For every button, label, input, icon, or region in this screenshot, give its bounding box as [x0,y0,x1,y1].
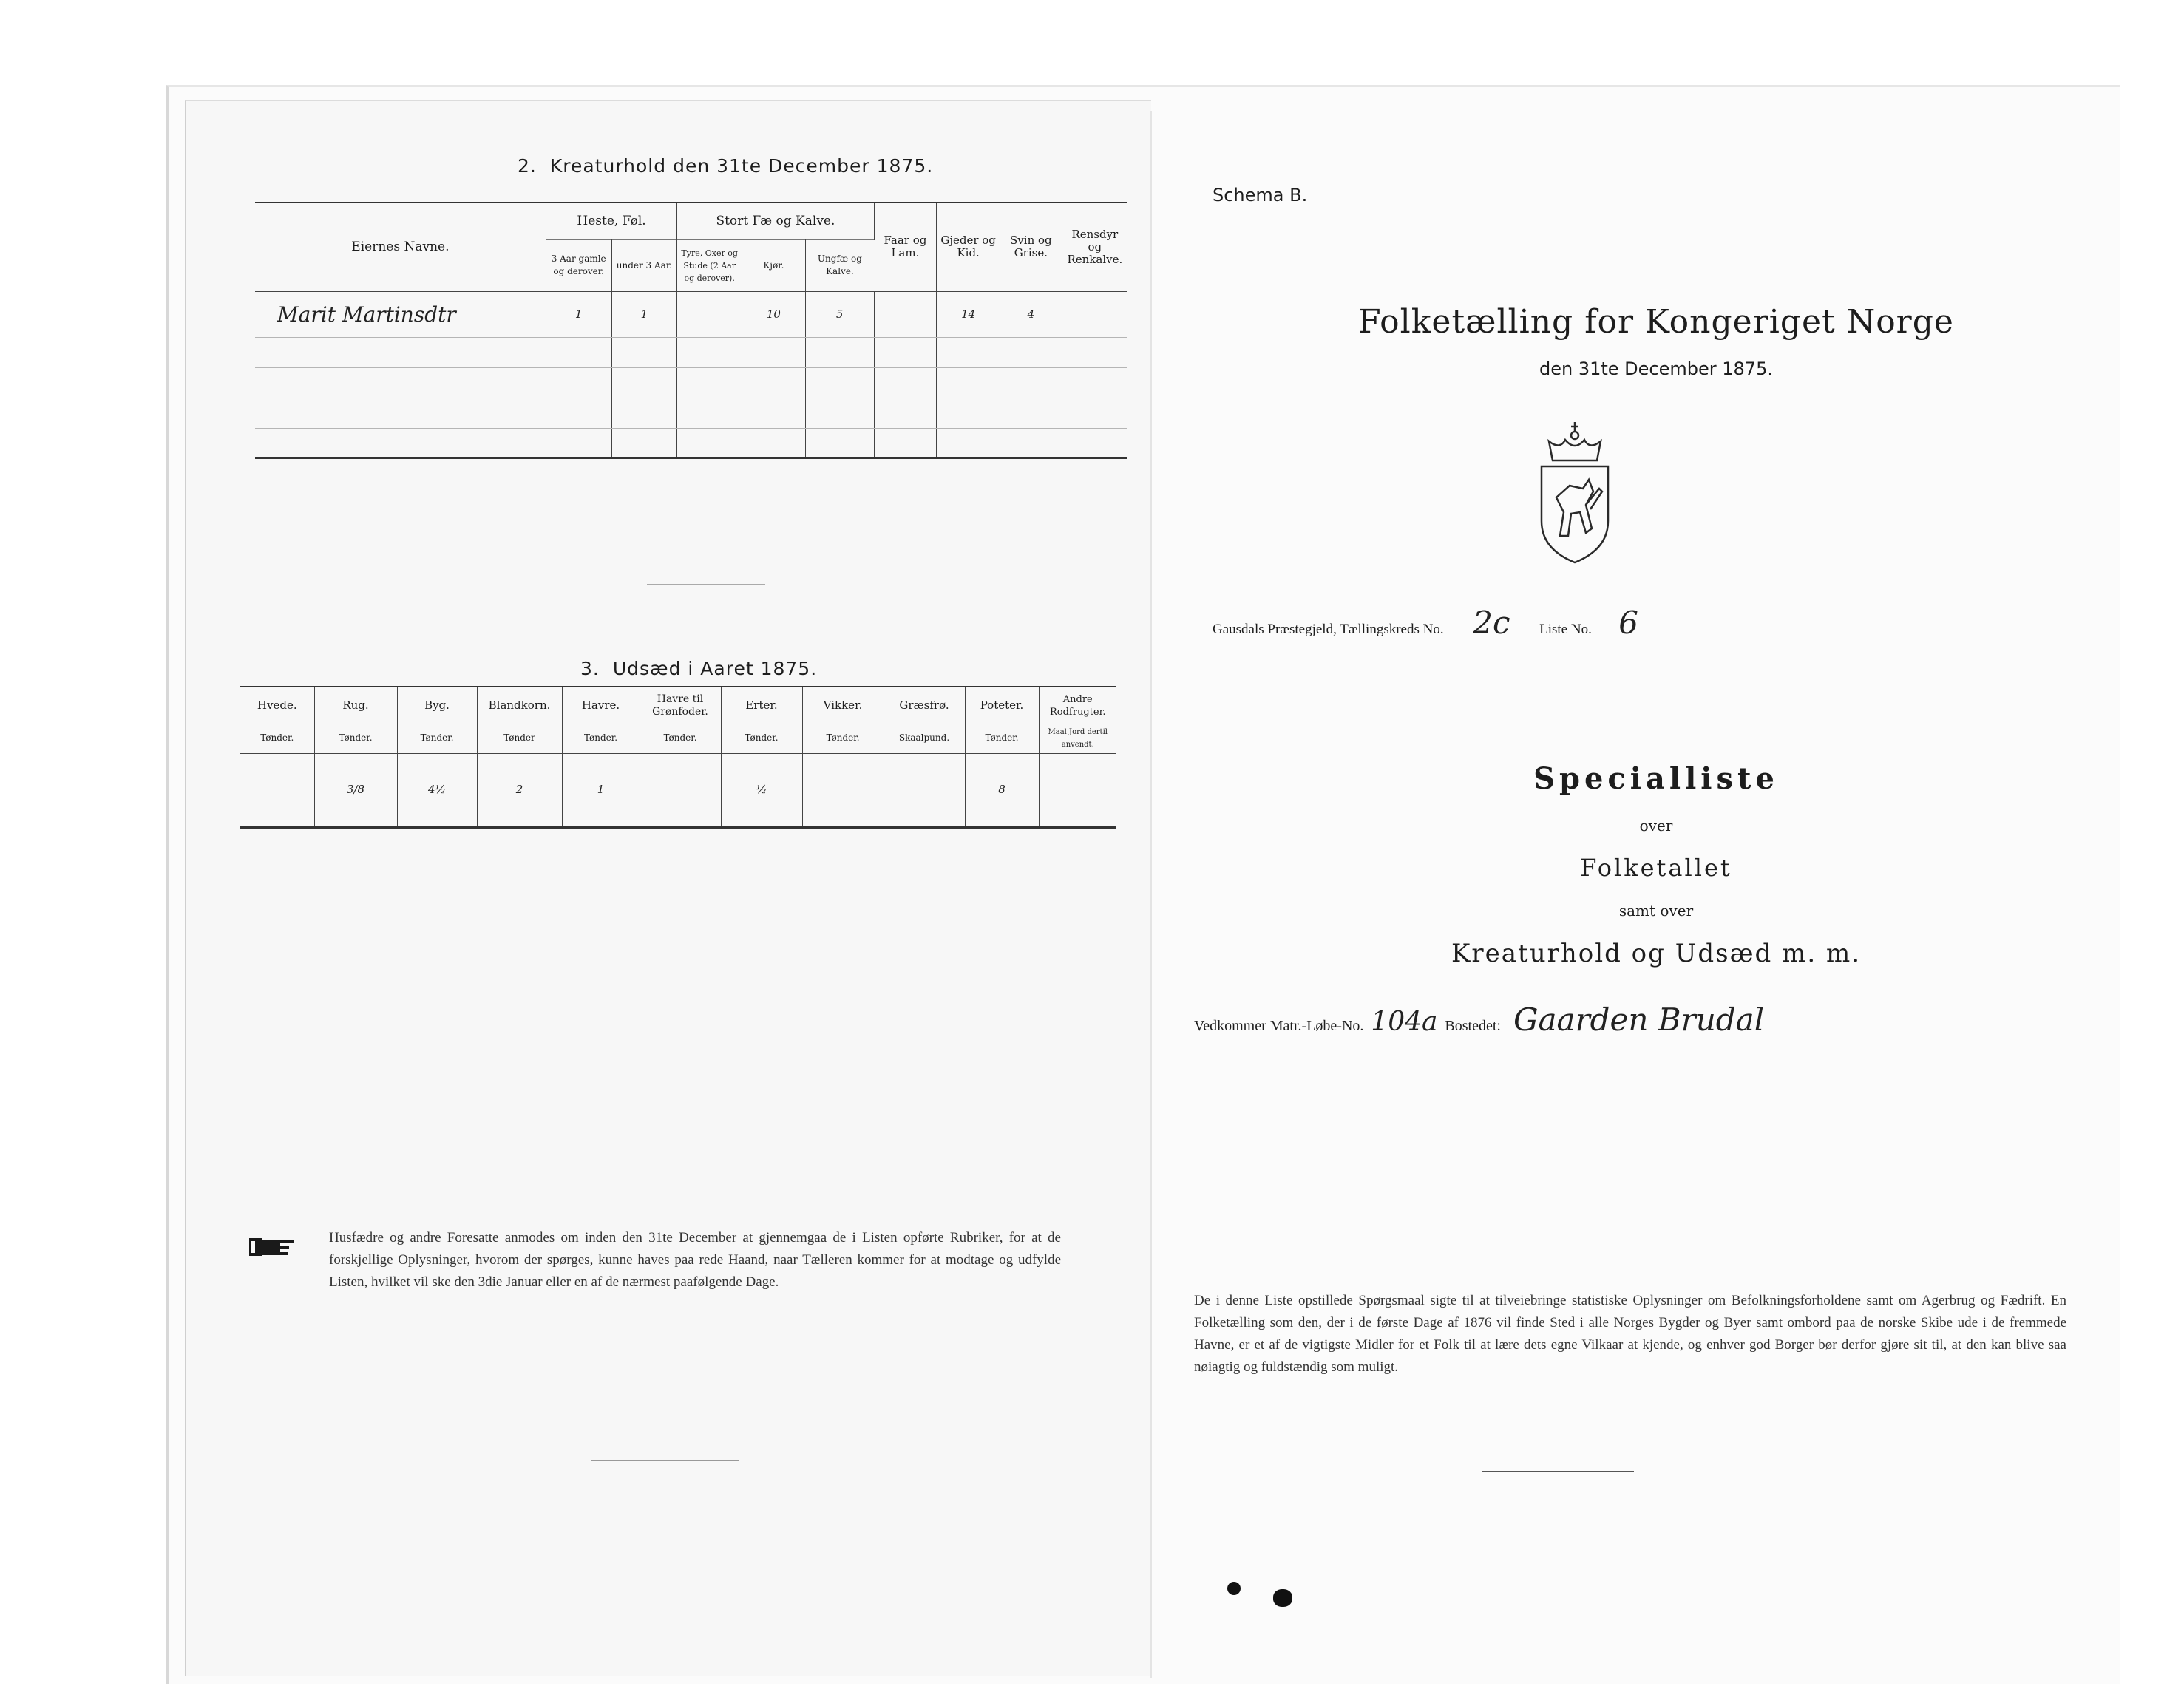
bosted-value: Gaarden Brudal [1513,1002,1765,1038]
samt-over-text: samt over [1618,902,1694,920]
matr-label: Vedkommer Matr.-Løbe-No. [1194,1018,1364,1034]
col-unit: Tønder. [562,724,640,753]
coat-of-arms-icon [1534,418,1615,565]
folketallet-text: Folketallet [1580,854,1732,882]
schema-label: Schema B. [1213,185,1308,205]
cell-value: 1 [611,291,677,337]
col-header: Ungfæ og Kalve. [805,239,874,291]
heste-group-header: Heste, Føl. [546,203,676,239]
cell-value: 14 [937,291,1000,337]
kreaturhold-text: Kreaturhold og Udsæd m. m. [1451,939,1861,968]
cell-value [240,753,314,827]
cell-value [640,753,721,827]
separator-rule [591,1460,739,1461]
col-header: under 3 Aar. [611,239,677,291]
col-header: Kjør. [742,239,806,291]
over-text: over [1639,817,1673,834]
matrikkel-line [1194,1002,1764,1038]
col-name: Andre Rodfrugter. [1050,693,1106,718]
col-unit: Maal Jord dertil anvendt. [1039,724,1116,753]
pointing-hand-icon [248,1231,314,1260]
section3-heading [580,658,817,679]
col-unit: Tønder. [397,724,477,753]
col-name: Rug. [314,687,397,724]
col-unit: Tønder. [802,724,884,753]
liste-label: Liste No. [1539,622,1592,637]
col-name: Græsfrø. [884,687,965,724]
col-name: Byg. [397,687,477,724]
col-name: Hvede. [240,687,314,724]
liste-number: 6 [1618,605,1638,641]
cell-value: 3/8 [314,753,397,827]
section2-title: Kreaturhold den 31te December 1875. [549,155,934,177]
col-unit: Tønder. [965,724,1039,753]
col-unit: Skaalpund. [884,724,965,753]
separator-rule [1482,1471,1634,1472]
col-unit: Tønder. [314,724,397,753]
col-name: Havre. [562,687,640,724]
col-name: Erter. [721,687,802,724]
ink-blot [1227,1582,1241,1595]
table-row [240,753,1116,827]
sowing-table [240,686,1116,829]
table-row [255,398,1127,428]
cell-value [884,753,965,827]
specialliste-title: Specialliste [1533,761,1779,796]
cell-value: 5 [805,291,874,337]
col-unit: Tønder. [721,724,802,753]
col-header: Tyre, Oxer og Stude (2 Aar og derover). [677,239,742,291]
owner-name: Marit Martinsdtr [255,291,546,337]
col-unit: Tønder [477,724,562,753]
district-line [1213,605,1662,641]
ink-blot [1273,1589,1292,1607]
cell-value: 10 [742,291,806,337]
col-header: 3 Aar gamle og derover. [546,239,611,291]
bosted-label: Bostedet: [1445,1018,1501,1034]
col-name: Vikker. [802,687,884,724]
cell-value: 1 [546,291,611,337]
cell-value: 4 [1000,291,1062,337]
cell-value: 4½ [397,753,477,827]
cell-value [677,291,742,337]
table-row [255,428,1127,458]
cell-value [802,753,884,827]
notice-text: Husfædre og andre Foresatte anmodes om inden den 31te December at gjennemgaa de i Listen opførte Rubriker, for at de forskjellige Oplysninger, hvorom der spørges, kunne haves paa rede Haand, naar Tælleren kommer for at modtage og udfylde Listen, hvilket vil ske den 3die Januar eller en af de nærmest paafølgende Dage. [329,1230,1061,1290]
col-header: Gjeder og Kid. [937,203,1000,291]
col-name: Havre til Grønfoder. [640,687,721,724]
col-header: Rensdyr og Renkalve. [1062,203,1127,291]
footer-text: De i denne Liste opstillede Spørgsmaal sigte til at tilveiebringe statistiske Oplysninger om Befolkningsforholdene samt om Agerbrug og Fædrift. En Folketælling som den, der i de første Dage af 1876 vil finde Sted i alle Norges Bygder og Byer samt ombord paa de norske Skibe ude i de fremmede Havne, er et af de vigtigste Midler for et Folk til at lære dets egne Vilkaar at kjende, og enhver god Borger bør derfor gjøre sit til, at den kan blive saa nøiagtig og fuldstændig som muligt. [1194,1293,2066,1375]
cell-value: 2 [477,753,562,827]
cell-value: 8 [965,753,1039,827]
owner-header: Eiernes Navne. [255,203,546,291]
cell-value: 1 [562,753,640,827]
kreds-number: 2c [1473,605,1510,641]
table-row [255,291,1127,337]
table-row [255,367,1127,398]
col-name: Blandkorn. [477,687,562,724]
table-row [255,337,1127,367]
cell-value [874,291,937,337]
livestock-table [255,202,1127,459]
col-header: Svin og Grise. [1000,203,1062,291]
matr-number: 104a [1371,1007,1438,1037]
col-unit: Tønder. [240,724,314,753]
col-header: Faar og Lam. [874,203,937,291]
stort-fae-group-header: Stort Fæ og Kalve. [677,203,874,239]
section2-heading [518,155,933,177]
section3-title: Udsæd i Aaret 1875. [612,658,818,679]
col-unit: Tønder. [640,724,721,753]
cell-value [1039,753,1116,827]
col-name: Poteter. [965,687,1039,724]
separator-rule [647,584,765,585]
cell-value [1062,291,1127,337]
cell-value: ½ [721,753,802,827]
section3-number: 3. [580,658,600,679]
census-date: den 31te December 1875. [1539,358,1773,379]
section2-number: 2. [518,155,537,177]
census-title: Folketælling for Kongeriget Norge [1358,303,1954,341]
page-fold [1150,111,1152,1678]
district-prefix: Gausdals Præstegjeld, Tællingskreds No. [1213,622,1444,637]
